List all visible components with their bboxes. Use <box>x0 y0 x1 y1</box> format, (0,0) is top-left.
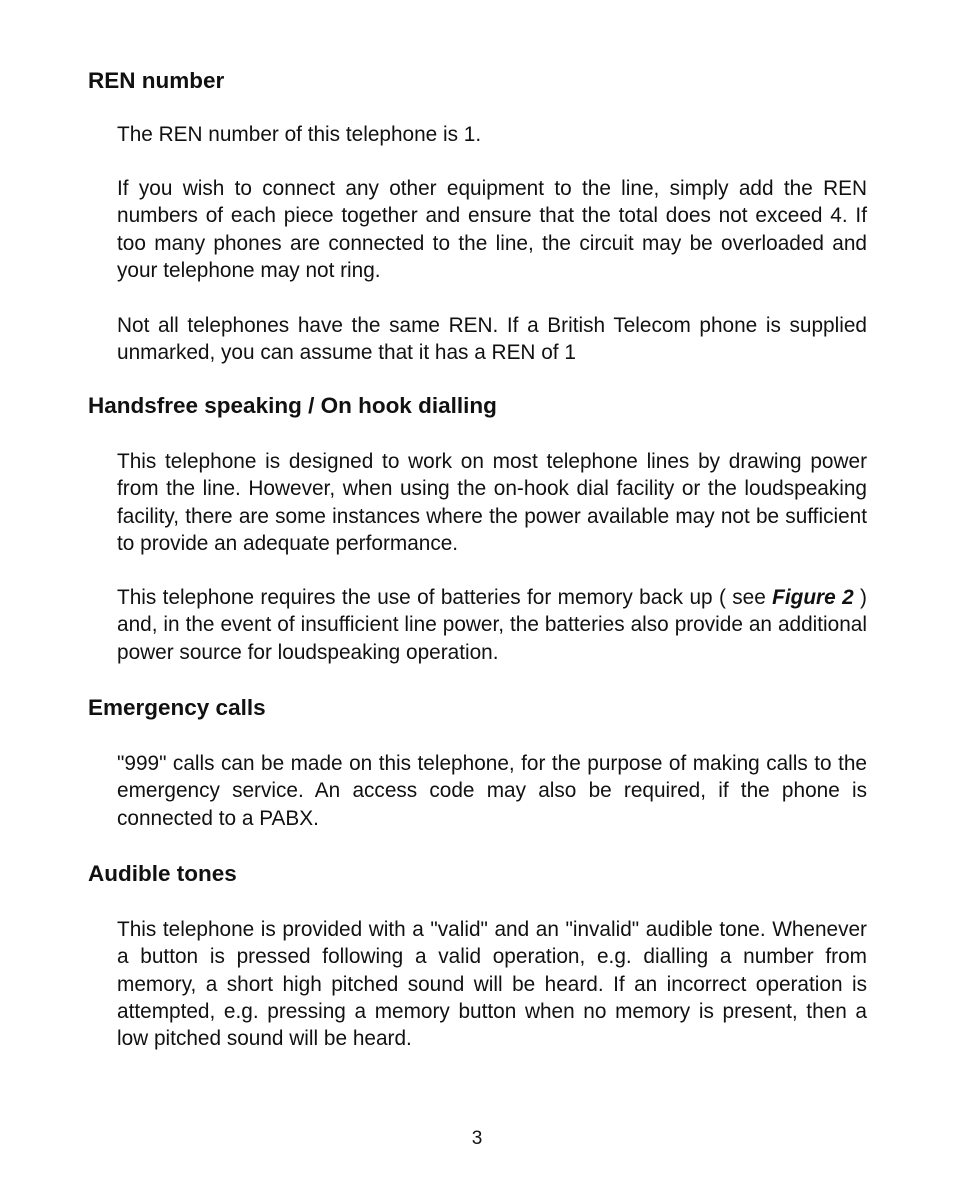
handsfree-p2-text-end: ) and, in the event of insufficient line power, the batteries also provide an additional power source for loudspeaking operation. <box>117 586 867 664</box>
ren-paragraph-3: Not all telephones have the same REN. If a British Telecom phone is supplied unmarked, you can assume that it has a REN of 1 <box>117 314 867 365</box>
section-heading-ren: REN number <box>88 68 225 93</box>
section-heading-handsfree: Handsfree speaking / On hook dialling <box>88 393 497 418</box>
ren-paragraph-2: If you wish to connect any other equipment to the line, simply add the REN numbers of each piece together and ensure that the total does not exceed 4. If too many phones are connected to the line, the circuit may be overloaded and your telephone may not ring. <box>117 177 867 282</box>
emergency-paragraph-1: "999" calls can be made on this telephone, for the purpose of making calls to the emergency service. An access code may also be required, if the phone is connected to a PABX. <box>117 752 867 830</box>
handsfree-paragraph-1: This telephone is designed to work on most telephone lines by drawing power from the line. However, when using the on-hook dial facility or the loudspeaking facility, there are some instances where the power available may not be sufficient to provide an adequate performance. <box>117 450 867 555</box>
tones-paragraph-1: This telephone is provided with a "valid" and an "invalid" audible tone. Whenever a button is pressed following a valid operation, e.g. dialling a number from memory, a short high pitched sound will be heard. If an incorrect operation is attempted, e.g. pressing a memory button when no memory is present, then a low pitched sound will be heard. <box>117 918 867 1051</box>
handsfree-paragraph-2 <box>117 584 867 666</box>
section-heading-tones: Audible tones <box>88 861 237 886</box>
page-number: 3 <box>471 1128 483 1149</box>
ren-paragraph-1: The REN number of this telephone is 1. <box>117 123 482 146</box>
figure-2-reference: Figure 2 <box>772 586 854 609</box>
section-heading-emergency: Emergency calls <box>88 695 266 720</box>
handsfree-p2-text-start: This telephone requires the use of batteries for memory back up ( see <box>117 586 773 609</box>
